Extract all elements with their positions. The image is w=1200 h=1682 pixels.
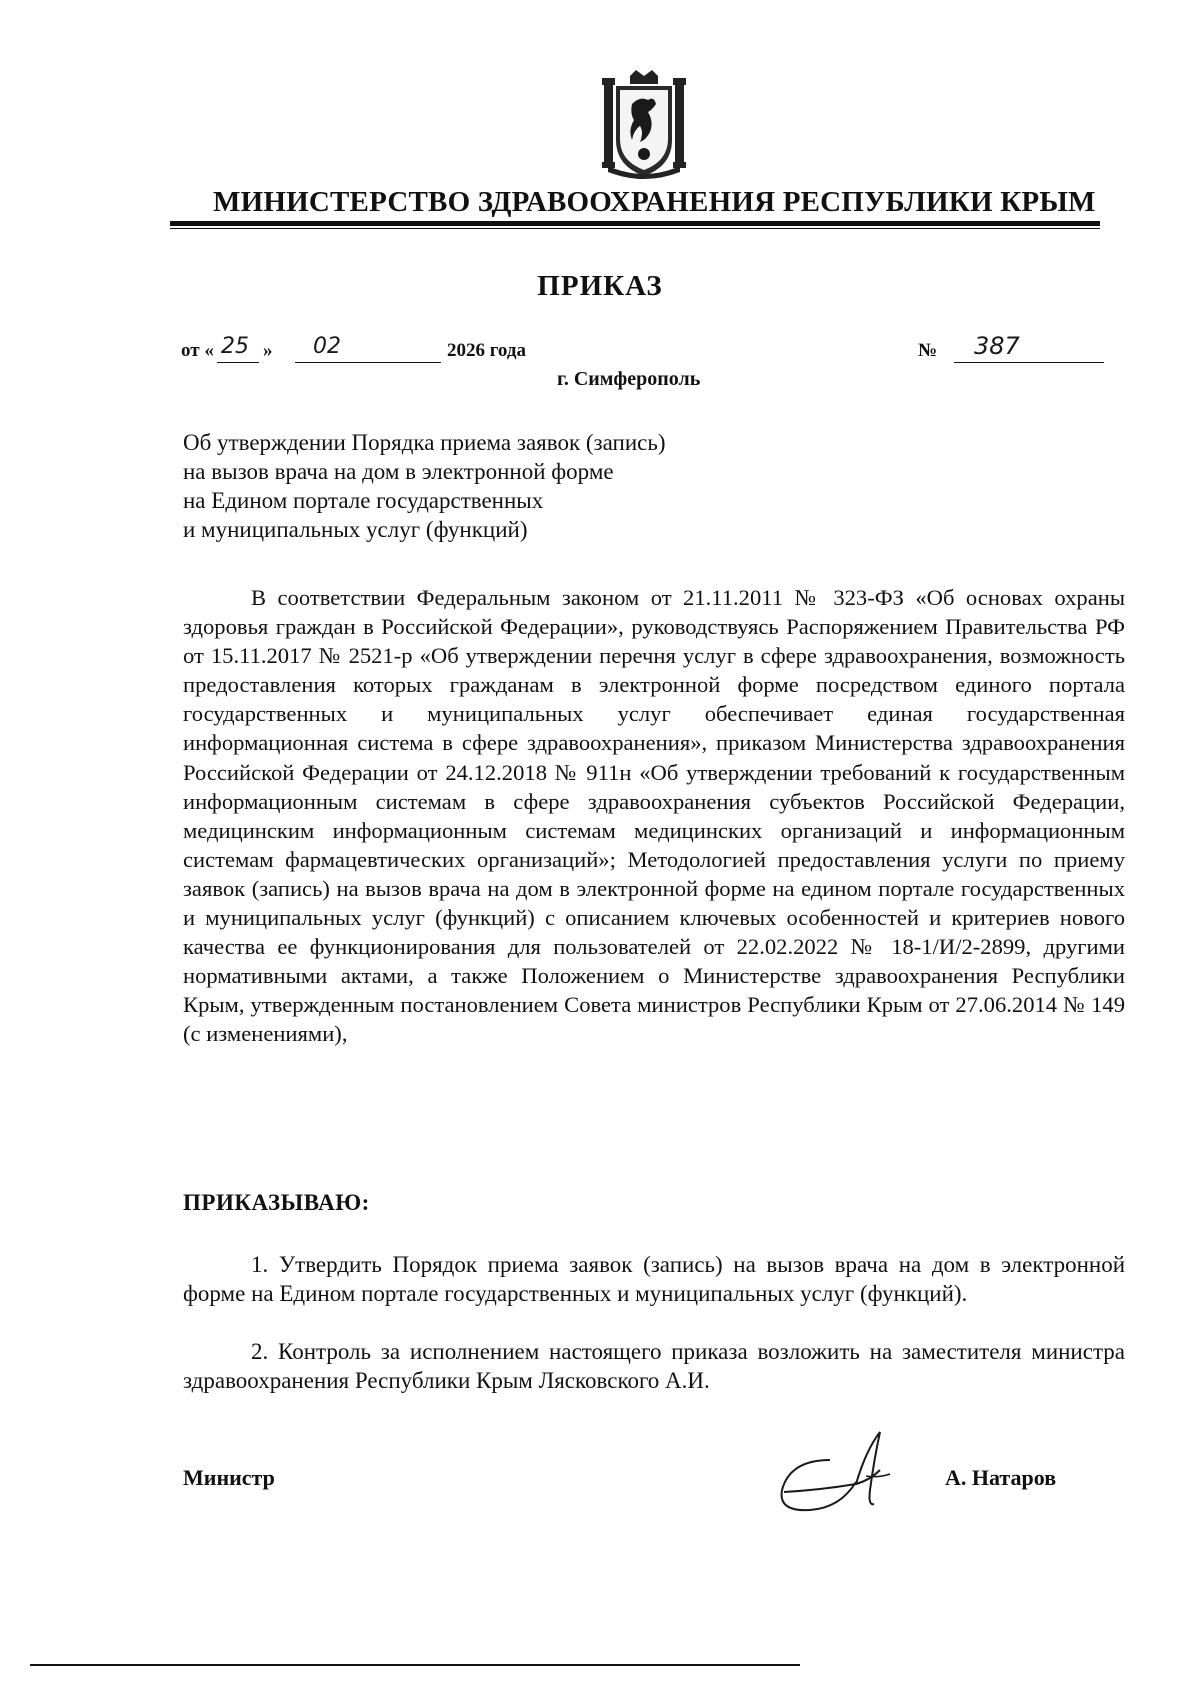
handwritten-signature-icon xyxy=(770,1420,900,1530)
order-item: 1. Утвердить Порядок приема заявок (запись) на вызов врача на дом в электронной форме на Едином портале государственных и муниципальных услуг (функций). xyxy=(183,1252,1125,1306)
number-underline xyxy=(954,362,1104,363)
number-prefix: № xyxy=(918,340,938,361)
date-month: 02 xyxy=(313,334,341,359)
date-day-suffix: » xyxy=(263,340,273,361)
signatory-name: А. Натаров xyxy=(945,1465,1057,1490)
crimea-coat-of-arms-icon xyxy=(602,70,686,180)
subject-line: на Едином портале государственных xyxy=(183,488,544,513)
order-subject xyxy=(183,428,883,544)
city: г. Симферополь xyxy=(557,368,701,390)
date-day: 25 xyxy=(221,334,249,359)
day-underline xyxy=(217,362,259,363)
date-prefix: от « xyxy=(181,340,214,361)
header-divider-thick xyxy=(170,221,1100,226)
order-heading: ПРИКАЗЫВАЮ: xyxy=(183,1190,370,1215)
ministry-name: МИНИСТЕРСТВО ЗДРАВООХРАНЕНИЯ РЕСПУБЛИКИ КРЫМ xyxy=(213,186,1096,218)
header-divider-thin xyxy=(170,228,1100,229)
order-item: 2. Контроль за исполнением настоящего приказа возложить на заместителя министра здравоохранения Республики Крым Лясковского А.И. xyxy=(183,1339,1125,1393)
document-title: ПРИКАЗ xyxy=(537,270,663,302)
month-underline xyxy=(295,362,441,363)
subject-line: Об утверждении Порядка приема заявок (запись) xyxy=(183,430,666,455)
subject-line: и муниципальных услуг (функций) xyxy=(183,517,528,542)
number-value: 387 xyxy=(974,332,1020,360)
footer-divider xyxy=(30,1664,800,1666)
preamble-paragraph: В соответствии Федеральным законом от 21.11.2011 № 323-ФЗ «Об основах охраны здоровья граждан в Российской Федерации», руководствуясь Распоряжением Правительства РФ от 15.11.2017 № 2521-р «Об утверждении перечня услуг в сфере здравоохранения, возможность предоставления которых гражданам в электронной форме посредством единого портала государственных и муниципальных услуг обеспечивает единая государственная информационная система в сфере здравоохранения», приказом Министерства здравоохранения Российской Федерации от 24.12.2018 № 911н «Об утверждении требований к государственным информационным системам в сфере здравоохранения субъектов Российской Федерации, медицинским информационным системам медицинских организаций и информационным системам фармацевтических организаций»; Методологией предоставления услуги по приему заявок (запись) на вызов врача на дом в электронной форме на едином портале государственных и муниципальных услуг (функций) с описанием ключевых особенностей и критериев нового качества ее функционирования для пользователей от 22.02.2022 № 18-1/И/2-2899, другими нормативными актами, а также Положением о Министерстве здравоохранения Республики Крым, утвержденным постановлением Совета министров Республики Крым от 27.06.2014 № 149 (с изменениями), xyxy=(183,585,1125,1047)
signatory-position: Министр xyxy=(183,1465,275,1490)
subject-line: на вызов врача на дом в электронной форме xyxy=(183,459,614,484)
date-year: 2026 года xyxy=(447,340,526,361)
